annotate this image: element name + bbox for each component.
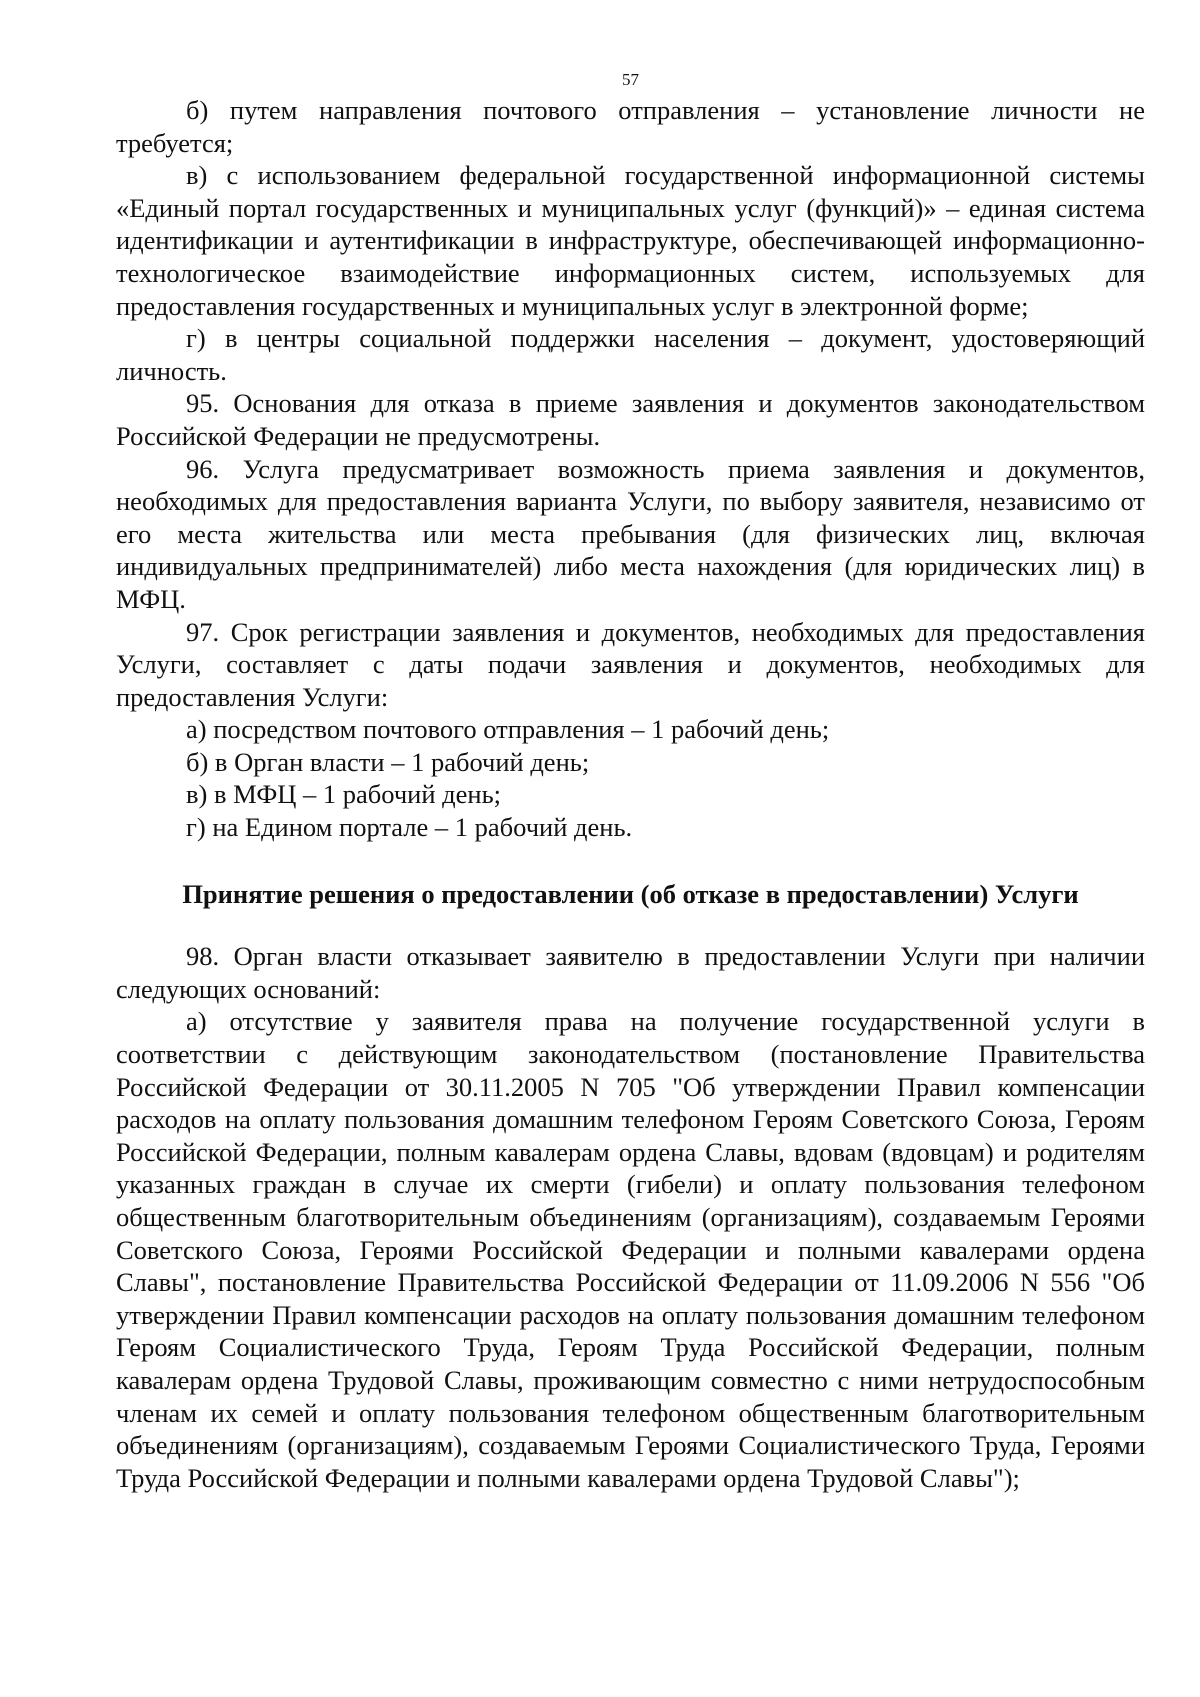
section-heading: Принятие решения о предоставлении (об отказе в предоставлении) Услуги — [182, 878, 1079, 909]
page-number: 57 — [622, 70, 639, 89]
paragraph-97: 97. Срок регистрации заявления и документов, необходимых для предоставления Услуги, составляет с даты подачи заявления и документов, необходимых для предоставления Услуги: — [116, 616, 1145, 712]
paragraph-97-a: а) посредством почтового отправления – 1 рабочий день; — [186, 714, 830, 745]
paragraph-97-b: б) в Орган власти – 1 рабочий день; — [186, 746, 590, 777]
paragraph-95: 95. Основания для отказа в приеме заявления и документов законодательством Российской Федерации не предусмотрены. — [116, 388, 1145, 451]
paragraph-item-b-post: б) путем направления почтового отправления – установление личности не требуется; — [116, 95, 1145, 158]
paragraph-item-v-epgu: в) с использованием федеральной государственной информационной системы «Единый портал государственных и муниципальных услуг (функций)» – единая система идентификации и аутентификации в инфраструктуре, обеспечивающей информационно-технологическое взаимодействие информационных систем, используемых для предоставления государственных и муниципальных услуг в электронной форме; — [116, 160, 1145, 321]
paragraph-97-v: в) в МФЦ – 1 рабочий день; — [186, 779, 502, 810]
paragraph-96: 96. Услуга предусматривает возможность приема заявления и документов, необходимых для предоставления варианта Услуги, по выбору заявителя, независимо от его места жительства или места пребывания (для физических лиц, включая индивидуальных предпринимателей) либо места нахождения (для юридических лиц) в МФЦ. — [116, 453, 1145, 614]
paragraph-97-g: г) на Едином портале – 1 рабочий день. — [186, 812, 633, 843]
paragraph-98-a: а) отсутствие у заявителя права на получение государственной услуги в соответствии с действующим законодательством (постановление Правительства Российской Федерации от 30.11.2005 N 705 "Об утверждении Правил компенсации расходов на оплату пользования домашним телефоном Героям Советского Союза, Героям Российской Федерации, полным кавалерам ордена Славы, вдовам (вдовцам) и родителям указанных граждан в случае их смерти (гибели) и оплату пользования телефоном общественным благотворительным объединениям (организациям), создаваемым Героями Советского Союза, Героями Российской Федерации и полными кавалерами ордена Славы", постановление Правительства Российской Федерации от 11.09.2006 N 556 "Об утверждении Правил компенсации расходов на оплату пользования домашним телефоном Героям Социалистического Труда, Героям Труда Российской Федерации, полным кавалерам ордена Трудовой Славы, проживающим совместно с ними нетрудоспособным членам их семей и оплату пользования телефоном общественным благотворительным объединениям (организациям), создаваемым Героями Социалистического Труда, Героями Труда Российской Федерации и полными кавалерами ордена Трудовой Славы"); — [116, 1006, 1145, 1493]
paragraph-98: 98. Орган власти отказывает заявителю в предоставлении Услуги при наличии следующих оснований: — [116, 941, 1145, 1004]
paragraph-item-g-social-centers: г) в центры социальной поддержки населения – документ, удостоверяющий личность. — [116, 323, 1145, 386]
